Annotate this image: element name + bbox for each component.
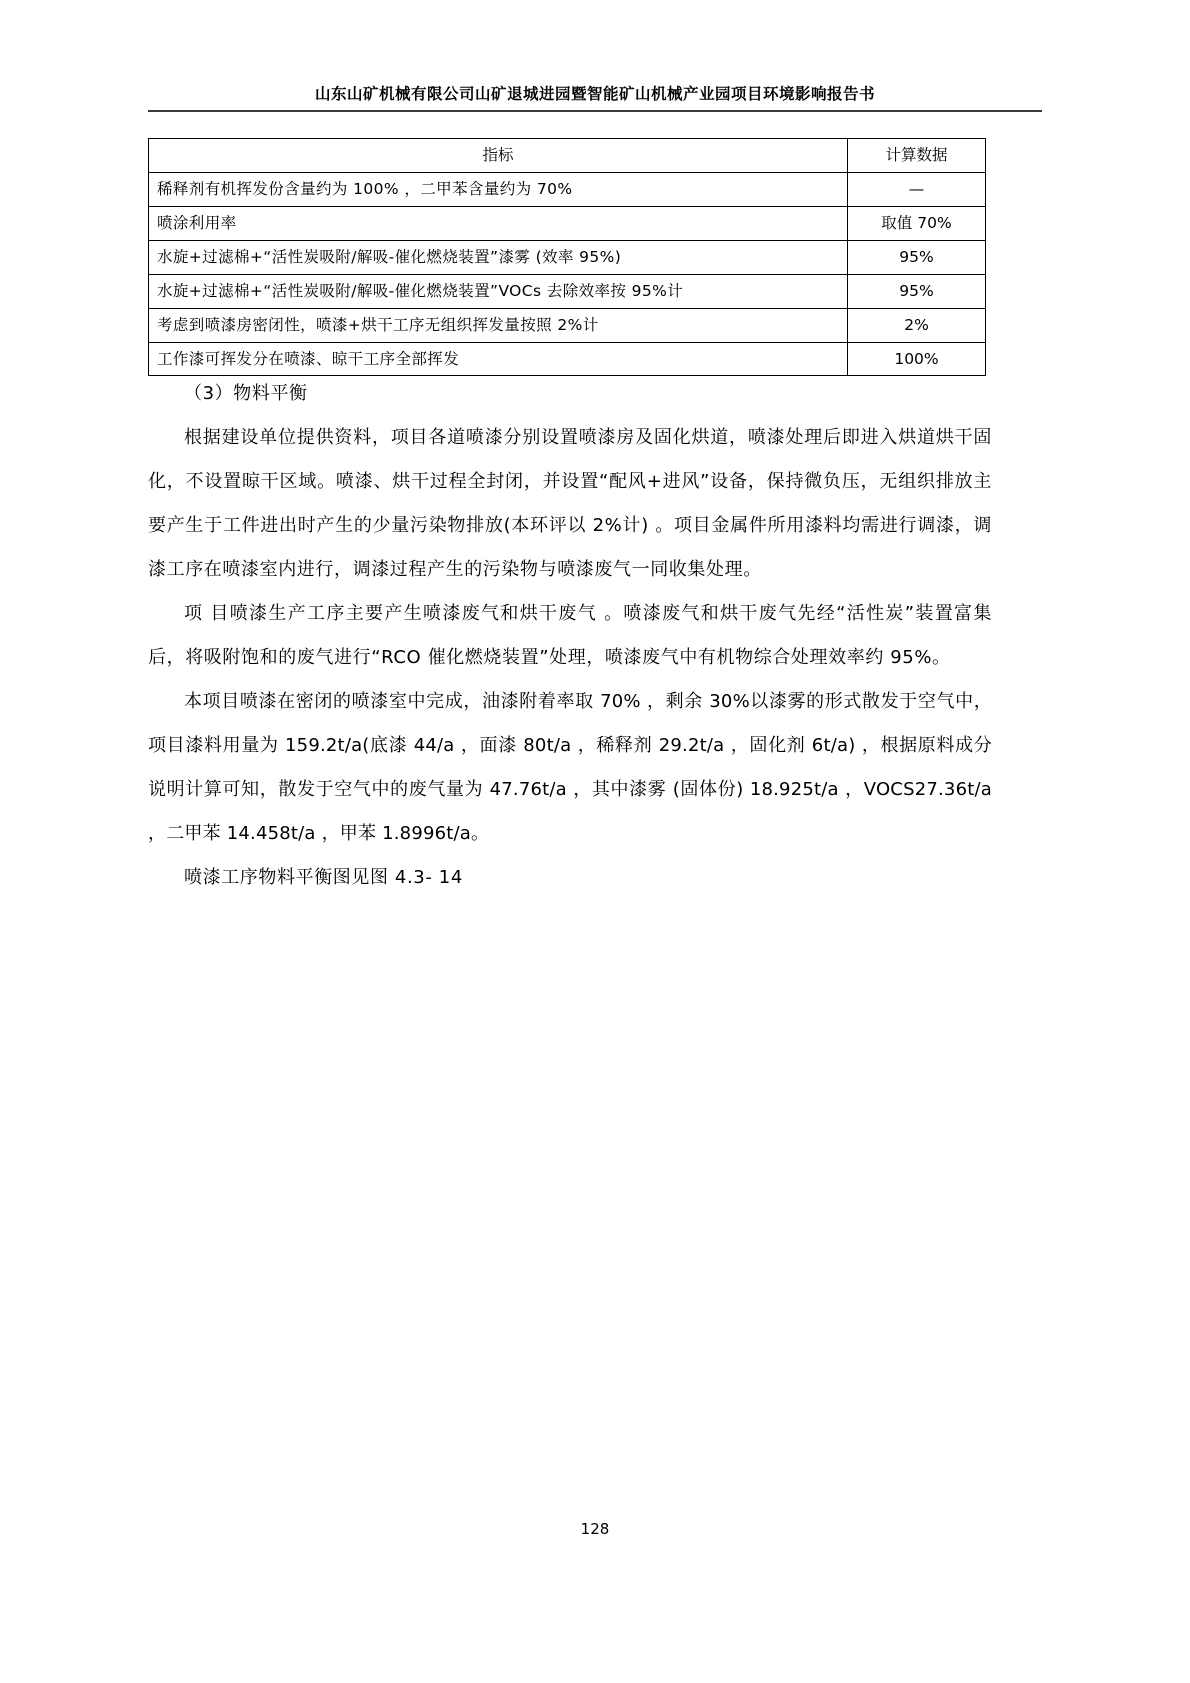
- body-paragraph-3: 本项目喷漆在密闭的喷漆室中完成，油漆附着率取 70% ，剩余 30%以漆雾的形式散发于空气中，项目漆料用量为 159.2t/a(底漆 44/a ，面漆 80t/a ，稀释剂 29.2t/a ，固化剂 6t/a) ，根据原料成分说明计算可知，散发于空气中的废气量为 47.76t/a ，其中漆雾 (固体份) 18.925t/a ，VOCS27.36t/a ，二甲苯 14.458t/a ，甲苯 1.8996t/a。: [148, 691, 992, 844]
- body-paragraph-1: 根据建设单位提供资料，项目各道喷漆分别设置喷漆房及固化烘道，喷漆处理后即进入烘道烘干固化，不设置晾干区域。喷漆、烘干过程全封闭，并设置“配风+进风”设备，保持微负压，无组织排放主要产生于工件进出时产生的少量污染物排放(本环评以 2%计) 。项目金属件所用漆料均需进行调漆，调漆工序在喷漆室内进行，调漆过程产生的污染物与喷漆废气一同收集处理。: [148, 427, 992, 580]
- table-row: [149, 206, 986, 240]
- table-column-header-value: 计算数据: [848, 139, 986, 173]
- table-cell-value: 100%: [848, 342, 986, 376]
- table-cell-value: —: [848, 172, 986, 206]
- parameters-table: [148, 138, 986, 376]
- table-row: [149, 308, 986, 342]
- page-header-title: 山东山矿机械有限公司山矿退城进园暨智能矿山机械产业园项目环境影响报告书: [314, 85, 875, 103]
- header-divider: [148, 110, 1042, 112]
- table-cell-label: 考虑到喷漆房密闭性，喷漆+烘干工序无组织挥发量按照 2%计: [149, 308, 848, 342]
- table-cell-label: 水旋+过滤棉+“活性炭吸附/解吸-催化燃烧装置”漆雾 (效率 95%): [149, 240, 848, 274]
- table-cell-value: 95%: [848, 240, 986, 274]
- table-row: [149, 240, 986, 274]
- section-heading: （3）物料平衡: [184, 383, 308, 404]
- table-cell-label: 喷涂利用率: [149, 206, 848, 240]
- table-row: [149, 342, 986, 376]
- body-paragraph-4: 喷漆工序物料平衡图见图 4.3- 14: [184, 867, 463, 888]
- page-number: 128: [580, 1520, 610, 1538]
- table-cell-label: 工作漆可挥发分在喷漆、晾干工序全部挥发: [149, 342, 848, 376]
- body-paragraph-2: 项 目喷漆生产工序主要产生喷漆废气和烘干废气 。喷漆废气和烘干废气先经“活性炭”装置富集后，将吸附饱和的废气进行“RCO 催化燃烧装置”处理，喷漆废气中有机物综合处理效率约 95%。: [148, 603, 992, 668]
- table-row: [149, 274, 986, 308]
- table-column-header-indicator: 指标: [149, 139, 848, 173]
- page-header: [148, 82, 1042, 112]
- table-cell-label: 稀释剂有机挥发份含量约为 100% ，二甲苯含量约为 70%: [149, 172, 848, 206]
- body-content: [148, 372, 992, 900]
- table-cell-value: 95%: [848, 274, 986, 308]
- table-header-row: [149, 139, 986, 173]
- table-cell-label: 水旋+过滤棉+“活性炭吸附/解吸-催化燃烧装置”VOCs 去除效率按 95%计: [149, 274, 848, 308]
- table-row: [149, 172, 986, 206]
- table-cell-value: 取值 70%: [848, 206, 986, 240]
- table-cell-value: 2%: [848, 308, 986, 342]
